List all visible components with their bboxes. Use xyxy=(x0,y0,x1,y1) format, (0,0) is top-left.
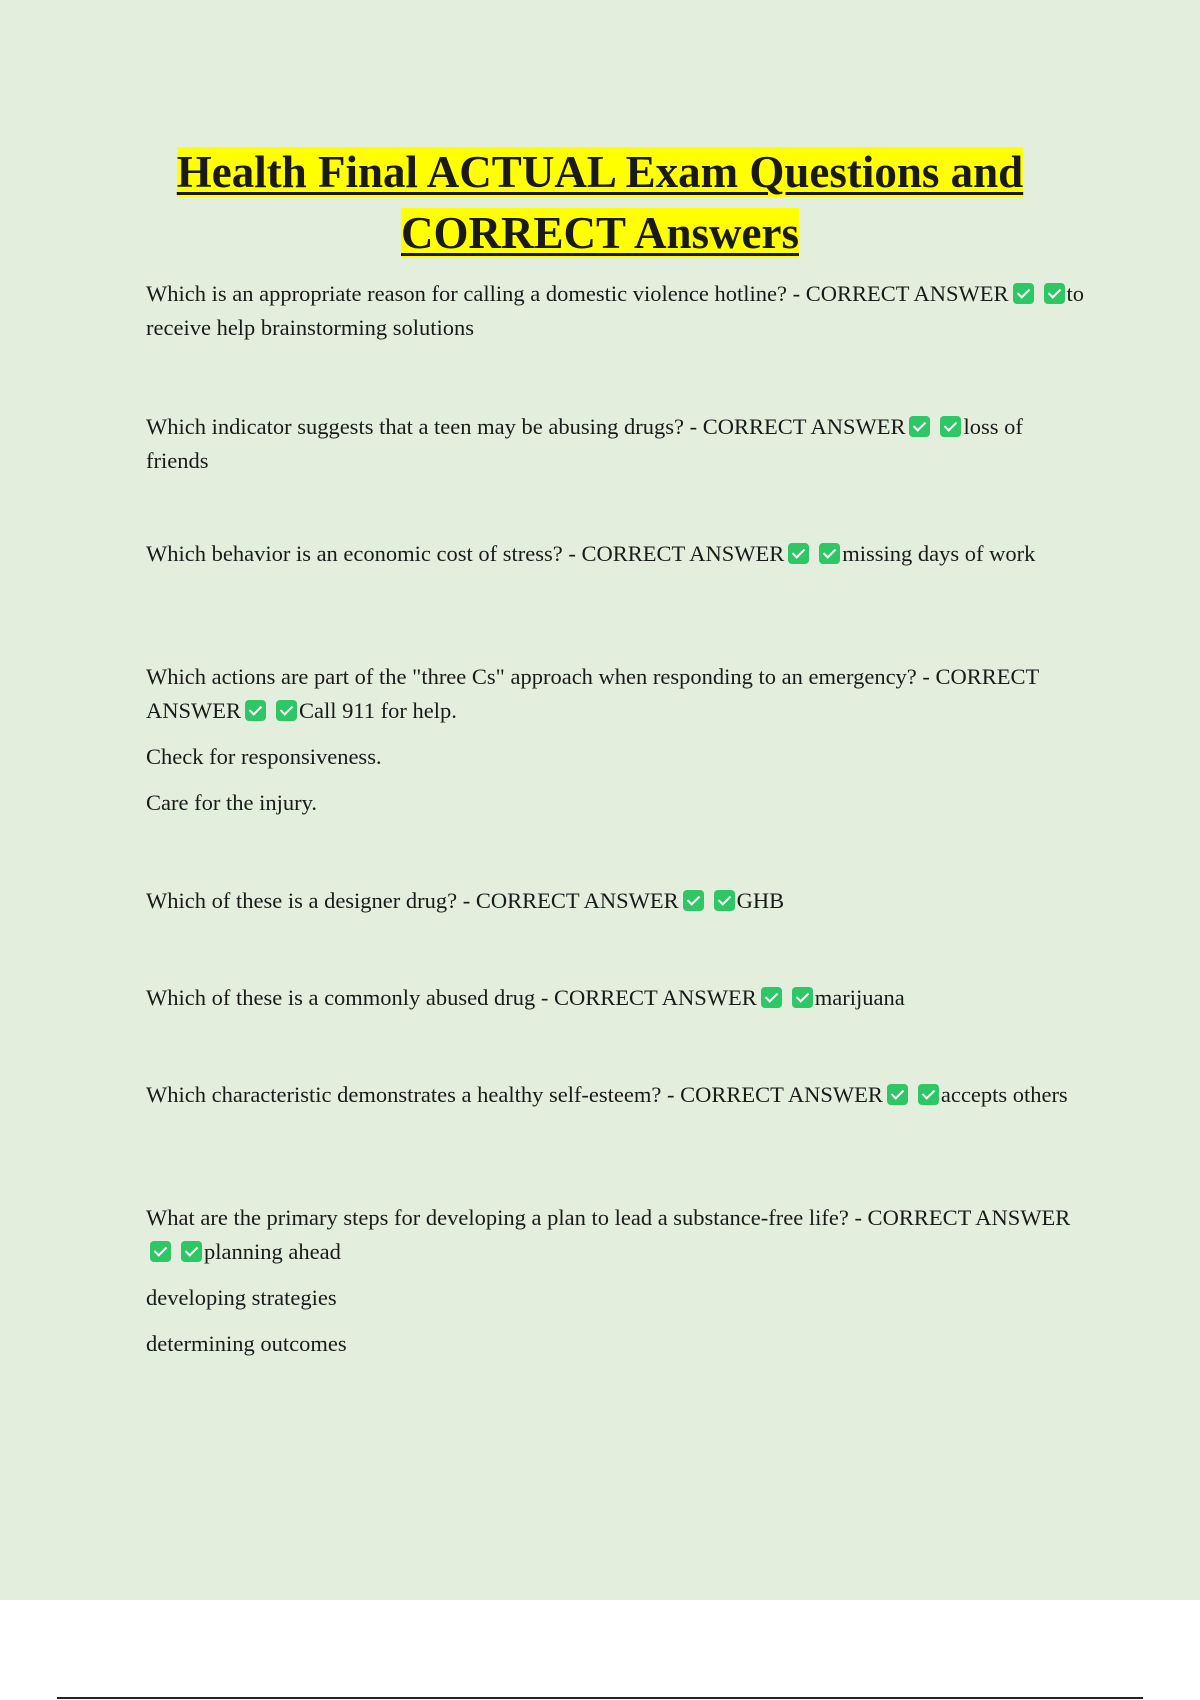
question-text: Which of these is a commonly abused drug - CORRECT ANSWER xyxy=(146,985,757,1010)
qa-item xyxy=(146,410,1086,478)
qa-paragraph xyxy=(146,981,1086,1015)
qa-item xyxy=(146,884,1086,918)
green-check-box-icon xyxy=(245,700,266,721)
question-text: Which of these is a designer drug? - CORRECT ANSWER xyxy=(146,888,679,913)
question-text: Which actions are part of the "three Cs" approach when responding to an emergency? - CORRECT ANSWER xyxy=(146,664,1039,723)
answer-continuation: Care for the injury. xyxy=(146,790,317,815)
qa-item xyxy=(146,660,1086,820)
green-check-box-icon xyxy=(918,1084,939,1105)
green-check-box-icon xyxy=(714,890,735,911)
green-check-box-icon xyxy=(1013,283,1034,304)
green-check-box-icon xyxy=(181,1241,202,1262)
answer-text: GHB xyxy=(736,888,785,913)
answer-text: marijuana xyxy=(814,985,905,1010)
qa-item xyxy=(146,981,1086,1015)
green-check-box-icon xyxy=(819,543,840,564)
qa-paragraph xyxy=(146,1078,1086,1112)
qa-paragraph xyxy=(146,537,1086,571)
green-check-box-icon xyxy=(761,987,782,1008)
qa-item xyxy=(146,277,1086,345)
qa-item xyxy=(146,537,1086,571)
footer-divider xyxy=(57,1697,1143,1699)
answer-text: to receive help brainstorming solutions xyxy=(146,281,1085,340)
question-text: Which is an appropriate reason for calling a domestic violence hotline? - CORRECT ANSWER xyxy=(146,281,1009,306)
answer-continuation: determining outcomes xyxy=(146,1331,347,1356)
green-check-box-icon xyxy=(788,543,809,564)
green-check-box-icon xyxy=(683,890,704,911)
qa-item xyxy=(146,1201,1086,1361)
answer-text: loss of friends xyxy=(146,414,1023,473)
green-check-box-icon xyxy=(1044,283,1065,304)
question-text: What are the primary steps for developing a plan to lead a substance-free life? - CORRECT ANSWER xyxy=(146,1205,1071,1230)
answer-text: accepts others xyxy=(940,1082,1068,1107)
qa-paragraph xyxy=(146,660,1086,728)
title-line-1: Health Final ACTUAL Exam Questions and xyxy=(176,147,1024,197)
qa-paragraph xyxy=(146,1201,1086,1269)
answer-text: Call 911 for help. xyxy=(299,698,457,723)
question-text: Which behavior is an economic cost of stress? - CORRECT ANSWER xyxy=(146,541,785,566)
green-check-box-icon xyxy=(909,416,930,437)
qa-item xyxy=(146,1078,1086,1112)
answer-continuation: developing strategies xyxy=(146,1285,337,1310)
answer-text: planning ahead xyxy=(204,1239,341,1264)
green-check-box-icon xyxy=(792,987,813,1008)
answer-text: missing days of work xyxy=(842,541,1036,566)
green-check-box-icon xyxy=(276,700,297,721)
qa-paragraph xyxy=(146,277,1086,345)
green-check-box-icon xyxy=(887,1084,908,1105)
qa-paragraph xyxy=(146,884,1086,918)
green-check-box-icon xyxy=(940,416,961,437)
green-check-box-icon xyxy=(150,1241,171,1262)
title-line-2: CORRECT Answers xyxy=(401,208,799,258)
question-text: Which indicator suggests that a teen may be abusing drugs? - CORRECT ANSWER xyxy=(146,414,906,439)
question-text: Which characteristic demonstrates a healthy self-esteem? - CORRECT ANSWER xyxy=(146,1082,883,1107)
document-title xyxy=(100,142,1100,264)
qa-paragraph xyxy=(146,410,1086,478)
answer-continuation: Check for responsiveness. xyxy=(146,744,382,769)
